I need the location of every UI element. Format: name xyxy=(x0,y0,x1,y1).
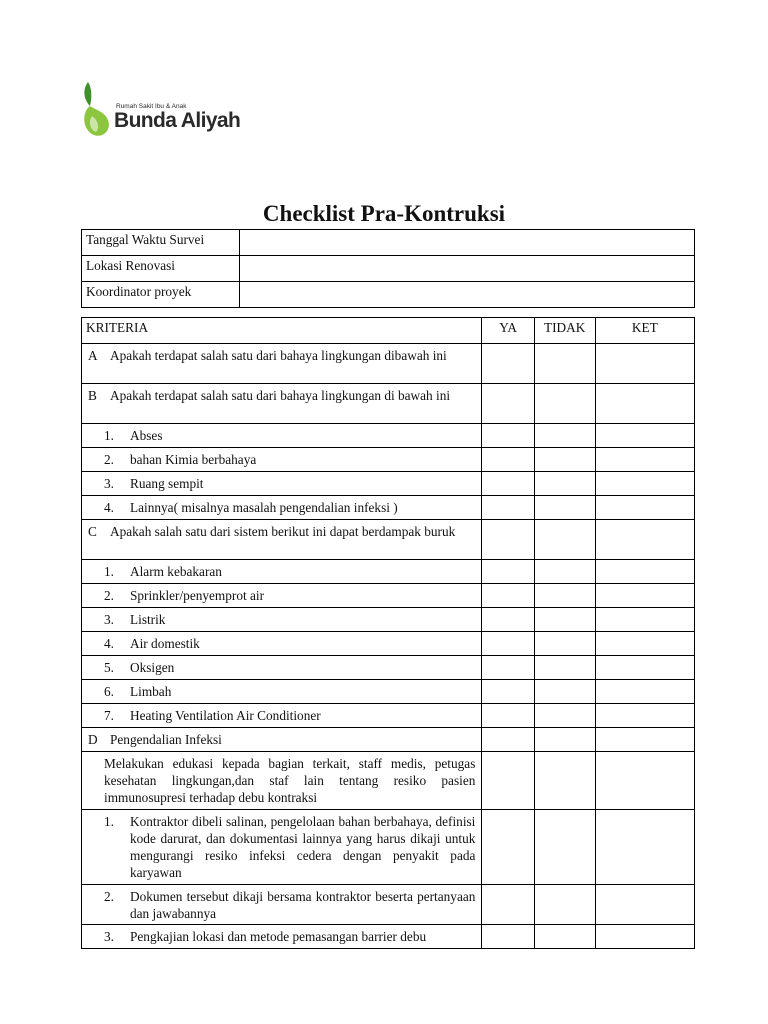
tidak-checkbox-cell[interactable] xyxy=(534,925,595,949)
item-text: Oksigen xyxy=(130,660,175,675)
ya-checkbox-cell[interactable] xyxy=(482,584,534,608)
item-number: 5. xyxy=(104,660,114,675)
criteria-row xyxy=(82,584,695,608)
item-number: 2. xyxy=(104,889,114,904)
criteria-row xyxy=(82,704,695,728)
header-ya: YA xyxy=(482,318,534,344)
ya-checkbox-cell[interactable] xyxy=(482,472,534,496)
tidak-checkbox-cell[interactable] xyxy=(534,584,595,608)
item-text: Limbah xyxy=(130,684,172,699)
tidak-checkbox-cell[interactable] xyxy=(534,496,595,520)
info-label: Koordinator proyek xyxy=(82,282,240,308)
ket-note-cell[interactable] xyxy=(595,704,694,728)
tidak-checkbox-cell[interactable] xyxy=(534,680,595,704)
tidak-checkbox-cell[interactable] xyxy=(534,885,595,925)
item-number: 3. xyxy=(104,476,114,491)
item-number: 2. xyxy=(104,452,114,467)
ya-checkbox-cell[interactable] xyxy=(482,424,534,448)
criteria-row xyxy=(82,472,695,496)
ket-note-cell[interactable] xyxy=(595,520,694,560)
section-question: Apakah terdapat salah satu dari bahaya lingkungan dibawah ini xyxy=(110,348,447,363)
criteria-row xyxy=(82,925,695,949)
item-text: Sprinkler/penyemprot air xyxy=(130,588,265,603)
item-number: 3. xyxy=(104,612,114,627)
info-row-tanggal xyxy=(82,230,695,256)
page-title: Checklist Pra-Kontruksi xyxy=(262,201,506,226)
item-text: Kontraktor dibeli salinan, pengelolaan bahan berbahaya, definisi kode darurat, dan dokumentasi lainnya yang harus dikaji untuk mengurangi resiko infeksi cedera dengan penyakit pada karyawan xyxy=(130,814,476,880)
criteria-row xyxy=(82,560,695,584)
tidak-checkbox-cell[interactable] xyxy=(534,810,595,885)
ket-note-cell[interactable] xyxy=(595,424,694,448)
ya-checkbox-cell[interactable] xyxy=(482,656,534,680)
ket-note-cell[interactable] xyxy=(595,448,694,472)
ya-checkbox-cell[interactable] xyxy=(482,885,534,925)
ya-checkbox-cell[interactable] xyxy=(482,752,534,810)
criteria-row xyxy=(82,344,695,384)
item-text: Heating Ventilation Air Conditioner xyxy=(130,708,321,723)
hospital-logo xyxy=(78,76,241,150)
criteria-row xyxy=(82,448,695,472)
ya-checkbox-cell[interactable] xyxy=(482,384,534,424)
section-letter: B xyxy=(88,388,97,403)
ya-checkbox-cell[interactable] xyxy=(482,680,534,704)
tidak-checkbox-cell[interactable] xyxy=(534,560,595,584)
criteria-row xyxy=(82,424,695,448)
item-text: Ruang sempit xyxy=(130,476,204,491)
sprout-logo-icon xyxy=(78,76,118,146)
item-text: Abses xyxy=(130,428,163,443)
item-number: 2. xyxy=(104,588,114,603)
tidak-checkbox-cell[interactable] xyxy=(534,656,595,680)
item-paragraph: Melakukan edukasi kepada bagian terkait, staff medis, petugas kesehatan lingkungan,dan staf lain tentang resiko pasien immunosupresi terhadap debu kontraksi xyxy=(104,756,476,805)
criteria-table xyxy=(81,317,695,949)
ket-note-cell[interactable] xyxy=(595,344,694,384)
ket-note-cell[interactable] xyxy=(595,728,694,752)
item-number: 4. xyxy=(104,636,114,651)
tidak-checkbox-cell[interactable] xyxy=(534,472,595,496)
logo-name: Bunda Aliyah xyxy=(114,109,241,132)
ket-note-cell[interactable] xyxy=(595,680,694,704)
ya-checkbox-cell[interactable] xyxy=(482,448,534,472)
ya-checkbox-cell[interactable] xyxy=(482,925,534,949)
ya-checkbox-cell[interactable] xyxy=(482,810,534,885)
criteria-header-row xyxy=(82,318,695,344)
header-kriteria: KRITERIA xyxy=(82,318,482,344)
criteria-row xyxy=(82,810,695,885)
criteria-row xyxy=(82,885,695,925)
info-label: Tanggal Waktu Survei xyxy=(82,230,240,256)
ya-checkbox-cell[interactable] xyxy=(482,608,534,632)
tidak-checkbox-cell[interactable] xyxy=(534,520,595,560)
criteria-row xyxy=(82,384,695,424)
criteria-row xyxy=(82,728,695,752)
ket-note-cell[interactable] xyxy=(595,472,694,496)
section-question: Pengendalian Infeksi xyxy=(110,732,222,747)
section-question: Apakah salah satu dari sistem berikut ini dapat berdampak buruk xyxy=(110,524,456,539)
ket-note-cell[interactable] xyxy=(595,885,694,925)
ya-checkbox-cell[interactable] xyxy=(482,560,534,584)
ket-note-cell[interactable] xyxy=(595,584,694,608)
item-number: 1. xyxy=(104,814,114,829)
criteria-row xyxy=(82,608,695,632)
info-label: Lokasi Renovasi xyxy=(82,256,240,282)
item-text: Lainnya( misalnya masalah pengendalian infeksi ) xyxy=(130,500,398,515)
logo-tagline: Rumah Sakit Ibu & Anak xyxy=(116,103,187,110)
ket-note-cell[interactable] xyxy=(595,608,694,632)
criteria-row xyxy=(82,656,695,680)
criteria-row xyxy=(82,632,695,656)
tidak-checkbox-cell[interactable] xyxy=(534,344,595,384)
item-number: 6. xyxy=(104,684,114,699)
tidak-checkbox-cell[interactable] xyxy=(534,448,595,472)
ket-note-cell[interactable] xyxy=(595,810,694,885)
item-text: Dokumen tersebut dikaji bersama kontraktor beserta pertanyaan dan jawabannya xyxy=(130,889,476,921)
ket-note-cell[interactable] xyxy=(595,656,694,680)
item-number: 7. xyxy=(104,708,114,723)
ya-checkbox-cell[interactable] xyxy=(482,632,534,656)
tidak-checkbox-cell[interactable] xyxy=(534,704,595,728)
ya-checkbox-cell[interactable] xyxy=(482,520,534,560)
item-number: 3. xyxy=(104,929,114,944)
criteria-row xyxy=(82,680,695,704)
ket-note-cell[interactable] xyxy=(595,752,694,810)
item-text: Alarm kebakaran xyxy=(130,564,222,579)
ket-note-cell[interactable] xyxy=(595,632,694,656)
item-text: Listrik xyxy=(130,612,166,627)
tidak-checkbox-cell[interactable] xyxy=(534,728,595,752)
ket-note-cell[interactable] xyxy=(595,496,694,520)
tidak-checkbox-cell[interactable] xyxy=(534,632,595,656)
item-text: Air domestik xyxy=(130,636,200,651)
section-question: Apakah terdapat salah satu dari bahaya lingkungan di bawah ini xyxy=(110,388,451,403)
section-letter: D xyxy=(88,732,98,747)
tidak-checkbox-cell[interactable] xyxy=(534,752,595,810)
criteria-row xyxy=(82,752,695,810)
tidak-checkbox-cell[interactable] xyxy=(534,608,595,632)
section-letter: C xyxy=(88,524,97,539)
survey-info-table xyxy=(81,229,695,308)
ya-checkbox-cell[interactable] xyxy=(482,496,534,520)
item-text: Pengkajian lokasi dan metode pemasangan barrier debu xyxy=(130,929,427,944)
criteria-row xyxy=(82,520,695,560)
info-row-lokasi xyxy=(82,256,695,282)
info-value-field[interactable] xyxy=(240,230,695,256)
info-value-field[interactable] xyxy=(240,282,695,308)
ya-checkbox-cell[interactable] xyxy=(482,704,534,728)
item-number: 4. xyxy=(104,500,114,515)
header-ket: KET xyxy=(595,318,694,344)
ket-note-cell[interactable] xyxy=(595,925,694,949)
info-row-koordinator xyxy=(82,282,695,308)
header-tidak: TIDAK xyxy=(534,318,595,344)
section-letter: A xyxy=(88,348,98,363)
item-number: 1. xyxy=(104,564,114,579)
ya-checkbox-cell[interactable] xyxy=(482,344,534,384)
ket-note-cell[interactable] xyxy=(595,384,694,424)
tidak-checkbox-cell[interactable] xyxy=(534,384,595,424)
tidak-checkbox-cell[interactable] xyxy=(534,424,595,448)
info-value-field[interactable] xyxy=(240,256,695,282)
criteria-row xyxy=(82,496,695,520)
item-text: bahan Kimia berbahaya xyxy=(130,452,257,467)
ket-note-cell[interactable] xyxy=(595,560,694,584)
item-number: 1. xyxy=(104,428,114,443)
ya-checkbox-cell[interactable] xyxy=(482,728,534,752)
